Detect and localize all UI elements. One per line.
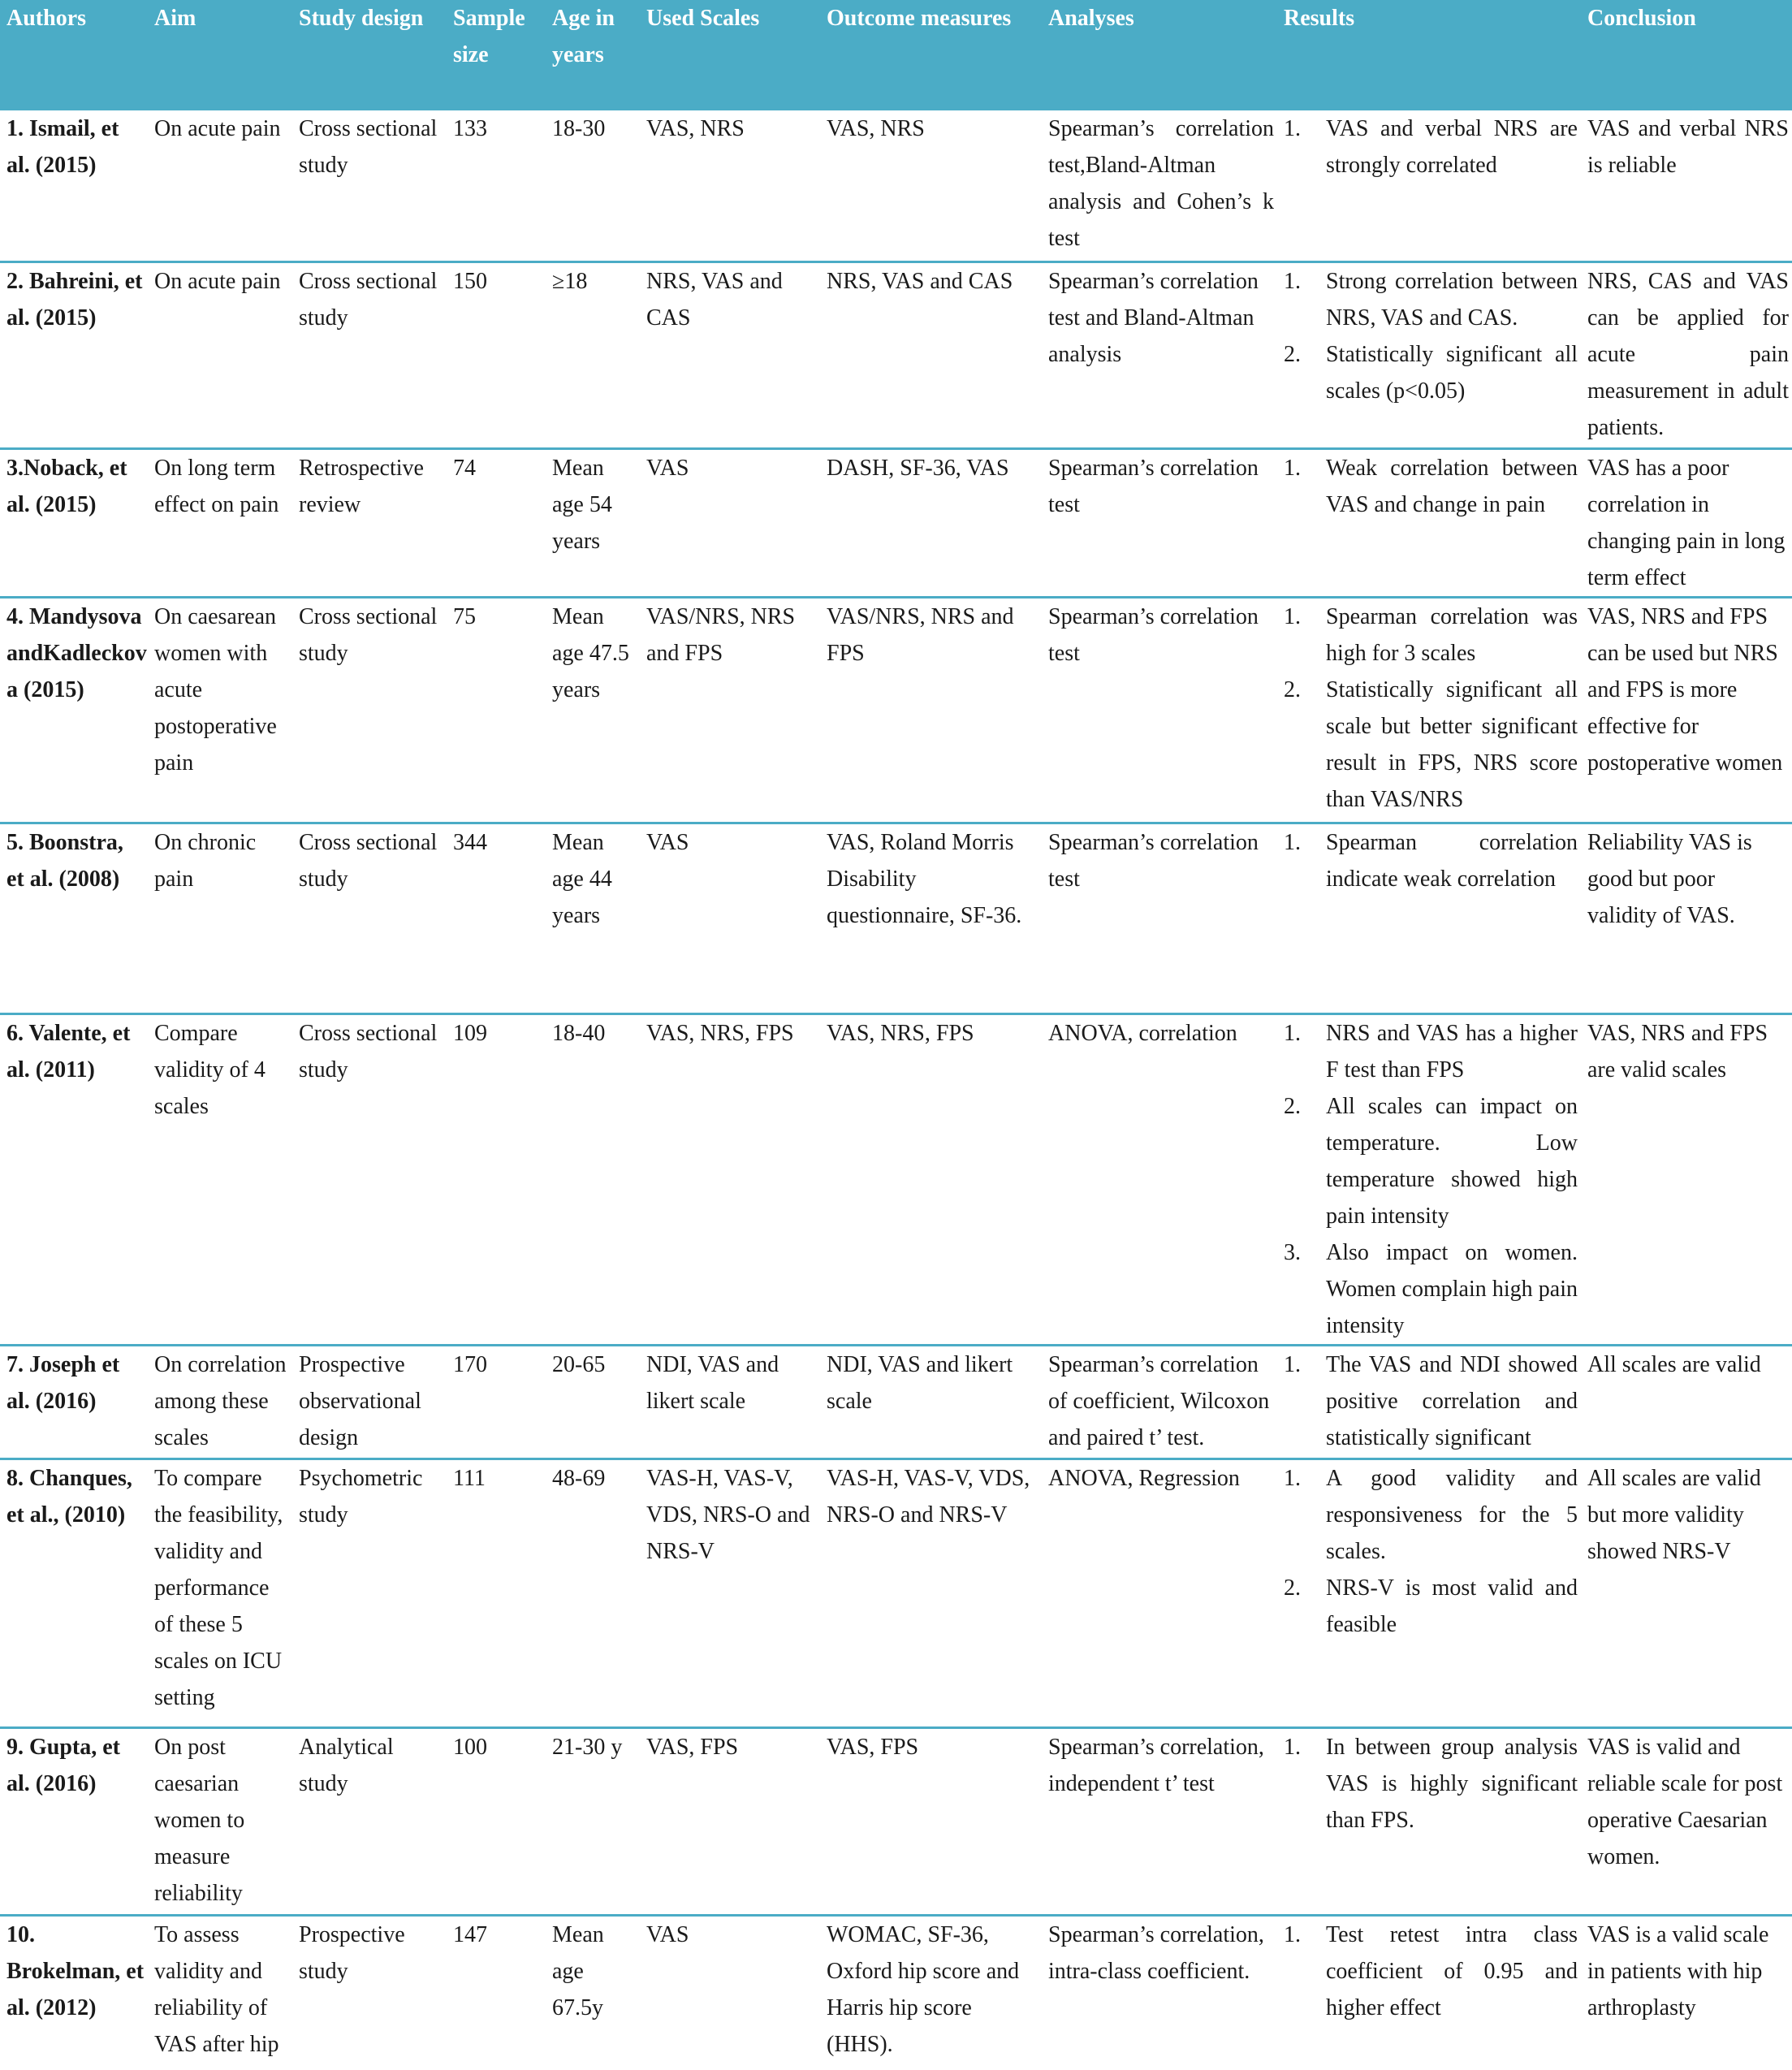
table-row bbox=[0, 1014, 1792, 1346]
header-results: Results bbox=[1277, 0, 1581, 110]
cell-results bbox=[1277, 449, 1581, 598]
result-item bbox=[1284, 599, 1578, 672]
cell-conclusion: NRS, CAS and VAS can be applied for acute pain measurement in adult patients. bbox=[1581, 262, 1792, 449]
result-number: 2. bbox=[1284, 1094, 1301, 1119]
header-authors: Authors bbox=[0, 0, 148, 110]
result-text: Strong correlation between NRS, VAS and CAS. bbox=[1326, 269, 1578, 331]
result-item bbox=[1284, 450, 1578, 523]
result-item bbox=[1284, 1460, 1578, 1570]
cell-sample-size: 75 bbox=[447, 598, 546, 823]
cell-aim: On caesarean women with acute postoperative pain bbox=[148, 598, 292, 823]
cell-results bbox=[1277, 598, 1581, 823]
cell-analyses: Spearman’s correlation, intra-class coefficient. bbox=[1042, 1916, 1277, 2070]
results-list bbox=[1284, 1917, 1578, 2026]
cell-authors: 8. Chanques, et al., (2010) bbox=[0, 1459, 148, 1728]
cell-aim: To compare the feasibility, validity and performance of these 5 scales on ICU setting bbox=[148, 1459, 292, 1728]
result-number: 2. bbox=[1284, 677, 1301, 702]
cell-conclusion: VAS is a valid scale in patients with hip arthroplasty bbox=[1581, 1916, 1792, 2070]
cell-analyses: ANOVA, correlation bbox=[1042, 1014, 1277, 1346]
header-row bbox=[0, 0, 1792, 110]
result-number: 1. bbox=[1284, 116, 1301, 141]
result-item bbox=[1284, 1015, 1578, 1088]
table-row bbox=[0, 449, 1792, 598]
table-row bbox=[0, 1459, 1792, 1728]
cell-results bbox=[1277, 1014, 1581, 1346]
result-item bbox=[1284, 1917, 1578, 2026]
results-list bbox=[1284, 1346, 1578, 1456]
header-aim: Aim bbox=[148, 0, 292, 110]
cell-age: 20-65 bbox=[546, 1346, 640, 1459]
cell-outcome-measures: VAS, Roland Morris Disability questionnaire, SF-36. bbox=[820, 823, 1042, 1014]
result-text: Statistically significant all scales (p<0.05) bbox=[1326, 342, 1578, 404]
header-outcome-measures: Outcome measures bbox=[820, 0, 1042, 110]
cell-results bbox=[1277, 1728, 1581, 1916]
result-item bbox=[1284, 336, 1578, 409]
cell-outcome-measures: VAS, NRS, FPS bbox=[820, 1014, 1042, 1346]
cell-results bbox=[1277, 1916, 1581, 2070]
cell-used-scales: VAS-H, VAS-V, VDS, NRS-O and NRS-V bbox=[640, 1459, 820, 1728]
cell-outcome-measures: WOMAC, SF-36, Oxford hip score and Harris hip score (HHS). bbox=[820, 1916, 1042, 2070]
result-number: 3. bbox=[1284, 1240, 1301, 1265]
cell-study-design: Retrospective review bbox=[292, 449, 447, 598]
result-item bbox=[1284, 1570, 1578, 1643]
cell-authors: 2. Bahreini, et al. (2015) bbox=[0, 262, 148, 449]
table-row bbox=[0, 1728, 1792, 1916]
result-text: All scales can impact on temperature. Low temperature showed high pain intensity bbox=[1326, 1094, 1578, 1229]
cell-age: 21-30 y bbox=[546, 1728, 640, 1916]
cell-outcome-measures: VAS, NRS bbox=[820, 110, 1042, 262]
cell-conclusion: VAS, NRS and FPS can be used but NRS and FPS is more effective for postoperative women bbox=[1581, 598, 1792, 823]
table-row bbox=[0, 823, 1792, 1014]
cell-aim: On acute pain bbox=[148, 110, 292, 262]
cell-sample-size: 170 bbox=[447, 1346, 546, 1459]
cell-aim: On post caesarian women to measure reliability bbox=[148, 1728, 292, 1916]
table-row bbox=[0, 598, 1792, 823]
cell-outcome-measures: NDI, VAS and likert scale bbox=[820, 1346, 1042, 1459]
cell-analyses: Spearman’s correlation test bbox=[1042, 823, 1277, 1014]
cell-sample-size: 147 bbox=[447, 1916, 546, 2070]
results-list bbox=[1284, 1015, 1578, 1344]
cell-study-design: Cross sectional study bbox=[292, 1014, 447, 1346]
result-number: 1. bbox=[1284, 1735, 1301, 1760]
cell-study-design: Cross sectional study bbox=[292, 110, 447, 262]
cell-age: Mean age 47.5 years bbox=[546, 598, 640, 823]
result-text: Weak correlation between VAS and change in pain bbox=[1326, 456, 1578, 517]
cell-conclusion: VAS has a poor correlation in changing pain in long term effect bbox=[1581, 449, 1792, 598]
header-analyses: Analyses bbox=[1042, 0, 1277, 110]
results-list bbox=[1284, 1729, 1578, 1839]
result-item bbox=[1284, 672, 1578, 818]
cell-aim: On acute pain bbox=[148, 262, 292, 449]
cell-age: 48-69 bbox=[546, 1459, 640, 1728]
cell-study-design: Prospective observational design bbox=[292, 1346, 447, 1459]
results-list bbox=[1284, 263, 1578, 409]
cell-study-design: Prospective study bbox=[292, 1916, 447, 2070]
cell-authors: 9. Gupta, et al. (2016) bbox=[0, 1728, 148, 1916]
results-list bbox=[1284, 824, 1578, 897]
table-body bbox=[0, 110, 1792, 2070]
result-text: In between group analysis VAS is highly significant than FPS. bbox=[1326, 1735, 1578, 1833]
cell-used-scales: VAS bbox=[640, 1916, 820, 2070]
result-number: 1. bbox=[1284, 604, 1301, 629]
result-item bbox=[1284, 824, 1578, 897]
result-text: Spearman correlation indicate weak correlation bbox=[1326, 830, 1578, 892]
cell-outcome-measures: DASH, SF-36, VAS bbox=[820, 449, 1042, 598]
cell-analyses: Spearman’s correlation test bbox=[1042, 449, 1277, 598]
header-study-design: Study design bbox=[292, 0, 447, 110]
cell-used-scales: VAS, NRS, FPS bbox=[640, 1014, 820, 1346]
cell-study-design: Cross sectional study bbox=[292, 598, 447, 823]
results-list bbox=[1284, 599, 1578, 818]
result-text: A good validity and responsiveness for the 5 scales. bbox=[1326, 1466, 1578, 1564]
results-list bbox=[1284, 110, 1578, 184]
cell-analyses: Spearman’s correlation, independent t’ test bbox=[1042, 1728, 1277, 1916]
cell-authors: 5. Boonstra, et al. (2008) bbox=[0, 823, 148, 1014]
result-number: 1. bbox=[1284, 1021, 1301, 1046]
cell-authors: 7. Joseph et al. (2016) bbox=[0, 1346, 148, 1459]
cell-analyses: Spearman’s correlation of coefficient, Wilcoxon and paired t’ test. bbox=[1042, 1346, 1277, 1459]
cell-results bbox=[1277, 823, 1581, 1014]
result-item bbox=[1284, 1729, 1578, 1839]
result-text: Also impact on women. Women complain high pain intensity bbox=[1326, 1240, 1578, 1338]
cell-aim: Compare validity of 4 scales bbox=[148, 1014, 292, 1346]
cell-analyses: Spearman’s correlation test and Bland-Altman analysis bbox=[1042, 262, 1277, 449]
cell-study-design: Analytical study bbox=[292, 1728, 447, 1916]
header-age: Age in years bbox=[546, 0, 640, 110]
cell-results bbox=[1277, 1459, 1581, 1728]
cell-used-scales: NDI, VAS and likert scale bbox=[640, 1346, 820, 1459]
cell-authors: 4. Mandysova andKadleckov a (2015) bbox=[0, 598, 148, 823]
cell-sample-size: 74 bbox=[447, 449, 546, 598]
cell-outcome-measures: VAS-H, VAS-V, VDS, NRS-O and NRS-V bbox=[820, 1459, 1042, 1728]
result-item bbox=[1284, 110, 1578, 184]
cell-sample-size: 109 bbox=[447, 1014, 546, 1346]
result-text: NRS and VAS has a higher F test than FPS bbox=[1326, 1021, 1578, 1083]
result-text: NRS-V is most valid and feasible bbox=[1326, 1575, 1578, 1637]
cell-aim: On long term effect on pain bbox=[148, 449, 292, 598]
cell-results bbox=[1277, 110, 1581, 262]
cell-sample-size: 150 bbox=[447, 262, 546, 449]
table-row bbox=[0, 1916, 1792, 2070]
cell-aim: On correlation among these scales bbox=[148, 1346, 292, 1459]
result-item bbox=[1284, 1088, 1578, 1234]
result-number: 2. bbox=[1284, 342, 1301, 367]
cell-conclusion: VAS and verbal NRS is reliable bbox=[1581, 110, 1792, 262]
header-used-scales: Used Scales bbox=[640, 0, 820, 110]
cell-used-scales: VAS, NRS bbox=[640, 110, 820, 262]
result-item bbox=[1284, 263, 1578, 336]
cell-conclusion: All scales are valid but more validity showed NRS-V bbox=[1581, 1459, 1792, 1728]
table-row bbox=[0, 1346, 1792, 1459]
cell-study-design: Cross sectional study bbox=[292, 262, 447, 449]
cell-conclusion: All scales are valid bbox=[1581, 1346, 1792, 1459]
cell-used-scales: VAS bbox=[640, 449, 820, 598]
cell-analyses: Spearman’s correlation test,Bland-Altman analysis and Cohen’s k test bbox=[1042, 110, 1277, 262]
cell-authors: 6. Valente, et al. (2011) bbox=[0, 1014, 148, 1346]
result-text: VAS and verbal NRS are strongly correlated bbox=[1326, 116, 1578, 178]
result-number: 1. bbox=[1284, 1466, 1301, 1491]
cell-sample-size: 133 bbox=[447, 110, 546, 262]
result-item bbox=[1284, 1234, 1578, 1344]
header-sample-size: Sample size bbox=[447, 0, 546, 110]
result-text: Test retest intra class coefficient of 0.95 and higher effect bbox=[1326, 1922, 1578, 2020]
cell-outcome-measures: NRS, VAS and CAS bbox=[820, 262, 1042, 449]
cell-used-scales: VAS, FPS bbox=[640, 1728, 820, 1916]
cell-age: ≥18 bbox=[546, 262, 640, 449]
cell-age: Mean age 44 years bbox=[546, 823, 640, 1014]
table-row bbox=[0, 110, 1792, 262]
result-text: Spearman correlation was high for 3 scales bbox=[1326, 604, 1578, 666]
results-list bbox=[1284, 1460, 1578, 1643]
result-number: 2. bbox=[1284, 1575, 1301, 1601]
header-conclusion: Conclusion bbox=[1581, 0, 1792, 110]
result-text: The VAS and NDI showed positive correlation and statistically significant bbox=[1326, 1352, 1578, 1450]
cell-used-scales: VAS/NRS, NRS and FPS bbox=[640, 598, 820, 823]
cell-conclusion: VAS, NRS and FPS are valid scales bbox=[1581, 1014, 1792, 1346]
cell-sample-size: 100 bbox=[447, 1728, 546, 1916]
cell-study-design: Psychometric study bbox=[292, 1459, 447, 1728]
cell-authors: 3.Noback, et al. (2015) bbox=[0, 449, 148, 598]
cell-study-design: Cross sectional study bbox=[292, 823, 447, 1014]
cell-authors: 10. Brokelman, et al. (2012) bbox=[0, 1916, 148, 2070]
cell-age: Mean age 67.5y bbox=[546, 1916, 640, 2070]
result-item bbox=[1284, 1346, 1578, 1456]
result-number: 1. bbox=[1284, 1922, 1301, 1947]
cell-conclusion: Reliability VAS is good but poor validity of VAS. bbox=[1581, 823, 1792, 1014]
cell-sample-size: 344 bbox=[447, 823, 546, 1014]
cell-outcome-measures: VAS, FPS bbox=[820, 1728, 1042, 1916]
results-list bbox=[1284, 450, 1578, 523]
result-text: Statistically significant all scale but better significant result in FPS, NRS score than VAS/NRS bbox=[1326, 677, 1578, 812]
cell-analyses: Spearman’s correlation test bbox=[1042, 598, 1277, 823]
cell-authors: 1. Ismail, et al. (2015) bbox=[0, 110, 148, 262]
cell-used-scales: VAS bbox=[640, 823, 820, 1014]
result-number: 1. bbox=[1284, 1352, 1301, 1377]
cell-results bbox=[1277, 262, 1581, 449]
cell-aim: On chronic pain bbox=[148, 823, 292, 1014]
cell-conclusion: VAS is valid and reliable scale for post operative Caesarian women. bbox=[1581, 1728, 1792, 1916]
cell-analyses: ANOVA, Regression bbox=[1042, 1459, 1277, 1728]
cell-results bbox=[1277, 1346, 1581, 1459]
cell-sample-size: 111 bbox=[447, 1459, 546, 1728]
result-number: 1. bbox=[1284, 830, 1301, 855]
cell-age: Mean age 54 years bbox=[546, 449, 640, 598]
cell-age: 18-40 bbox=[546, 1014, 640, 1346]
table-row bbox=[0, 262, 1792, 449]
cell-age: 18-30 bbox=[546, 110, 640, 262]
cell-outcome-measures: VAS/NRS, NRS and FPS bbox=[820, 598, 1042, 823]
cell-aim: To assess validity and reliability of VAS after hip bbox=[148, 1916, 292, 2070]
result-number: 1. bbox=[1284, 269, 1301, 294]
cell-used-scales: NRS, VAS and CAS bbox=[640, 262, 820, 449]
result-number: 1. bbox=[1284, 456, 1301, 481]
